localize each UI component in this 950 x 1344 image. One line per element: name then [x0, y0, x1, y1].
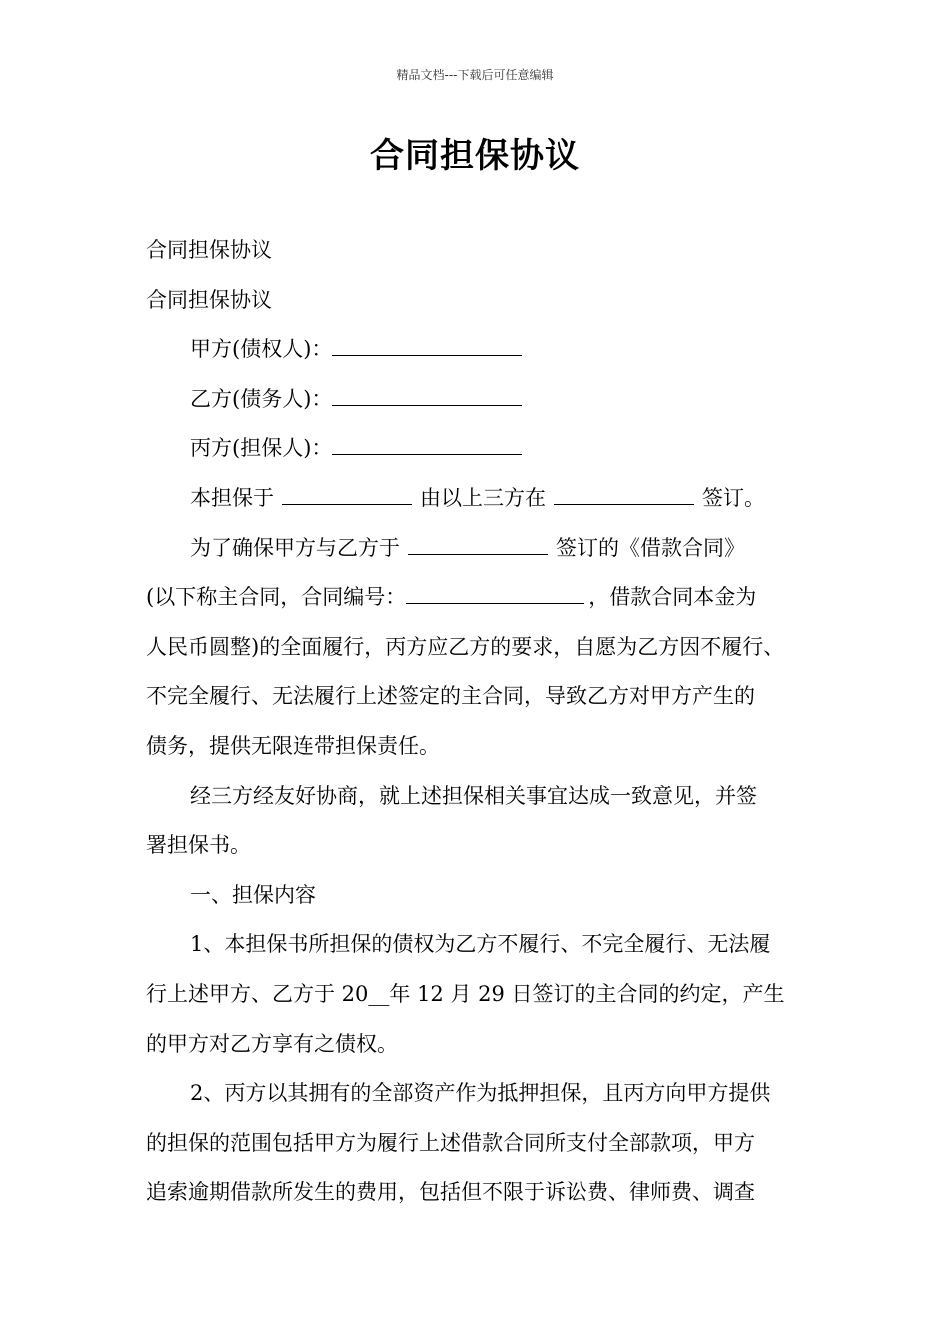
paragraph: 的担保的范围包括甲方为履行上述借款合同所支付全部款项，甲方: [146, 1130, 755, 1155]
paragraph: 人民币圆整)的全面履行，丙方应乙方的要求，自愿为乙方因不履行、: [146, 634, 785, 659]
ensure-line: [146, 524, 826, 574]
contract-text-b: ，借款合同本金为: [588, 585, 757, 610]
contract-number-line: [146, 573, 826, 623]
ensure-text-b: 签订的《借款合同》: [556, 535, 745, 560]
signing-place-blank[interactable]: [554, 486, 694, 505]
party-b-line: [146, 375, 826, 425]
paragraph: 2、丙方以其拥有的全部资产作为抵押担保，且丙方向甲方提供: [190, 1081, 771, 1106]
document-title: 合同担保协议: [370, 136, 580, 176]
signing-text-c: 签订。: [702, 485, 765, 510]
paragraph: 债务，提供无限连带担保责任。: [146, 733, 440, 758]
party-c-line: [146, 424, 826, 474]
party-b-blank[interactable]: [332, 387, 522, 406]
contract-number-blank[interactable]: [406, 585, 584, 604]
paragraph: 经三方经友好协商，就上述担保相关事宜达成一致意见，并签: [190, 783, 757, 808]
signing-text-b: 由以上三方在: [420, 485, 546, 510]
loan-date-blank[interactable]: [408, 536, 548, 555]
paragraph: 追索逾期借款所发生的费用，包括但不限于诉讼费、律师费、调查: [146, 1180, 755, 1205]
paragraph: 署担保书。: [146, 833, 251, 858]
paragraph: 不完全履行、无法履行上述签定的主合同，导致乙方对甲方产生的: [146, 684, 755, 709]
ensure-text-a: 为了确保甲方与乙方于: [190, 535, 400, 560]
section-heading: 一、担保内容: [190, 882, 316, 907]
paragraph: 的甲方对乙方享有之债权。: [146, 1031, 398, 1056]
party-b-label: 乙方(债务人)：: [190, 386, 333, 411]
paragraph: 行上述甲方、乙方于 20__年 12 月 29 日签订的主合同的约定，产生: [146, 981, 785, 1006]
party-c-blank[interactable]: [332, 436, 522, 455]
party-a-label: 甲方(债权人)：: [190, 337, 333, 362]
paragraph: 合同担保协议: [146, 238, 272, 262]
signing-date-blank[interactable]: [282, 486, 412, 505]
paragraph: 合同担保协议: [146, 287, 272, 312]
document-body: [146, 226, 826, 1218]
party-a-line: [146, 325, 826, 375]
signing-line: [146, 474, 826, 524]
party-a-blank[interactable]: [332, 337, 522, 356]
page-header: 精品文档---下载后可任意编辑: [396, 68, 554, 82]
paragraph: 1、本担保书所担保的债权为乙方不履行、不完全履行、无法履: [190, 932, 771, 957]
contract-text-a: (以下称主合同，合同编号：: [146, 585, 407, 610]
signing-text-a: 本担保于: [190, 485, 274, 510]
party-c-label: 丙方(担保人)：: [190, 436, 333, 461]
